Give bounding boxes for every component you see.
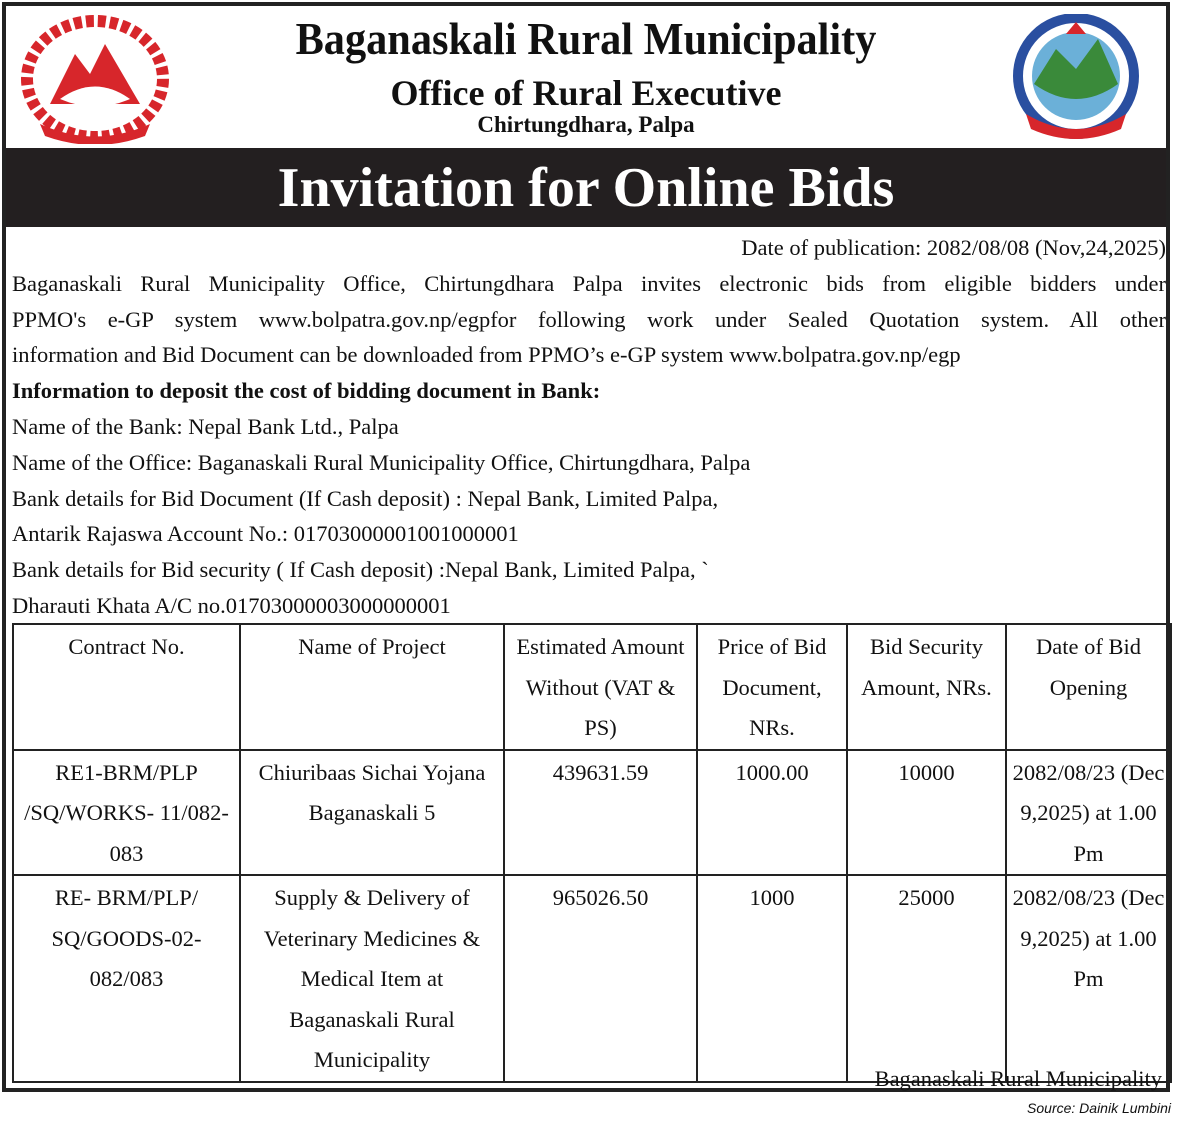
- bank-line: Name of the Office: Baganaskali Rural Municipality Office, Chirtungdhara, Palpa: [12, 449, 751, 475]
- notice-frame: [2, 2, 1170, 1092]
- estimated-amount: 965026.50: [504, 875, 697, 1082]
- intro-line: Baganaskali Rural Municipality Office, Chirtungdhara Palpa invites electronic bids from eligible bidders under: [12, 270, 1166, 296]
- header-contract-no: Contract No.: [13, 624, 240, 750]
- opening-date: 2082/08/23 (Dec 9,2025) at 1.00 Pm: [1006, 750, 1171, 876]
- estimated-amount: 439631.59: [504, 750, 697, 876]
- publication-date: Date of publication: 2082/08/08 (Nov,24,2025): [741, 235, 1166, 260]
- intro-line: information and Bid Document can be downloaded from PPMO’s e-GP system www.bolpatra.gov.np/egp: [12, 342, 961, 368]
- header-opening-date: Date of Bid Opening: [1006, 624, 1171, 750]
- header-bid-document-price: Price of Bid Document, NRs.: [697, 624, 847, 750]
- bank-line: Bank details for Bid Document (If Cash deposit) : Nepal Bank, Limited Palpa,: [12, 485, 719, 511]
- project-name: Chiuribaas Sichai Yojana Baganaskali 5: [240, 750, 504, 876]
- notice-body: [12, 230, 1166, 624]
- header-bid-security: Bid Security Amount, NRs.: [847, 624, 1006, 750]
- project-name: Supply & Delivery of Veterinary Medicines & Medical Item at Baganaskali Rural Municipality: [240, 875, 504, 1082]
- municipality-name: Baganaskali Rural Municipality: [295, 13, 877, 64]
- bids-table: [12, 623, 1172, 1083]
- header-estimated-amount: Estimated Amount Without (VAT & PS): [504, 624, 697, 750]
- source-credit: Source: Dainik Lumbini: [1027, 1100, 1171, 1116]
- municipality-seal-icon: [1006, 14, 1146, 144]
- office-location: Chirtungdhara, Palpa: [477, 112, 695, 137]
- bid-document-price: 1000: [697, 875, 847, 1082]
- office-name: Office of Rural Executive: [390, 73, 782, 113]
- table-row: [13, 750, 1171, 876]
- contract-no: RE- BRM/PLP/ SQ/GOODS-02- 082/083: [13, 875, 240, 1082]
- bid-security: 25000: [847, 875, 1006, 1082]
- bid-security: 10000: [847, 750, 1006, 876]
- bank-line: Bank details for Bid security ( If Cash deposit) :Nepal Bank, Limited Palpa, `: [12, 557, 709, 583]
- notice-header: [6, 6, 1166, 151]
- notice-banner: Invitation for Online Bids: [6, 148, 1166, 227]
- table-header-row: [13, 624, 1171, 750]
- bank-line: Antarik Rajaswa Account No.: 01703000001001000001: [12, 521, 519, 547]
- opening-date: 2082/08/23 (Dec 9,2025) at 1.00 Pm: [1006, 875, 1171, 1082]
- header-project-name: Name of Project: [240, 624, 504, 750]
- bank-line: Dharauti Khata A/C no.01703000003000000001: [12, 592, 451, 618]
- table-row: [13, 875, 1171, 1082]
- signature-line: Baganaskali Rural Municipality: [874, 1066, 1162, 1091]
- intro-line: PPMO's e-GP system www.bolpatra.gov.np/egpfor following work under Sealed Quotation system. All other: [12, 306, 1166, 332]
- bank-heading: Information to deposit the cost of bidding document in Bank:: [12, 378, 601, 404]
- bid-document-price: 1000.00: [697, 750, 847, 876]
- contract-no: RE1-BRM/PLP /SQ/WORKS- 11/082-083: [13, 750, 240, 876]
- bank-line: Name of the Bank: Nepal Bank Ltd., Palpa: [12, 413, 399, 439]
